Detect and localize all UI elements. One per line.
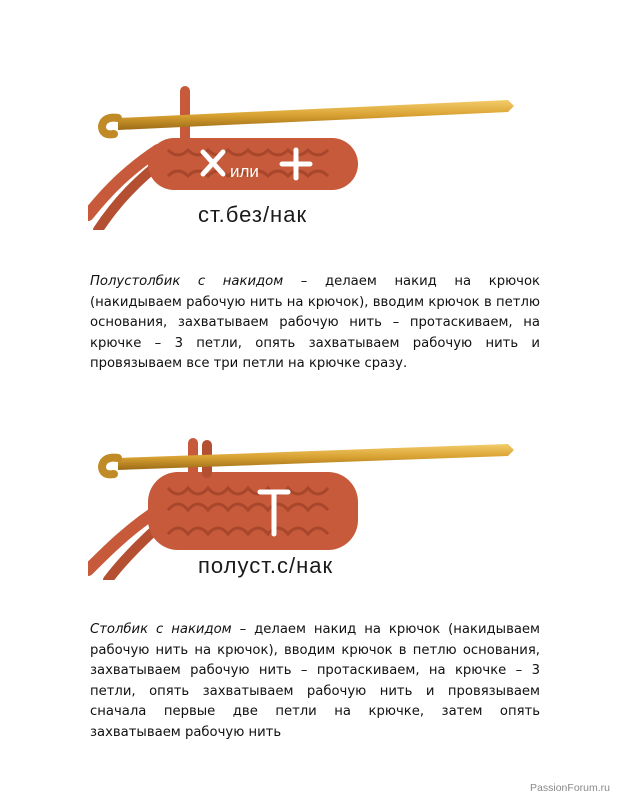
- yarn-row: [148, 472, 358, 550]
- watermark: PassionForum.ru: [530, 782, 610, 794]
- crochet-photo-half-double-crochet: [88, 430, 528, 580]
- crochet-hook: [118, 444, 514, 470]
- paragraph-half-double-crochet: [90, 272, 540, 375]
- crochet-photo-single-crochet: [88, 80, 528, 230]
- crochet-hook: [118, 100, 514, 130]
- symbol-or-label: или: [230, 162, 259, 181]
- figure-caption: ст.без/нак: [198, 202, 308, 227]
- term-double-crochet: Столбик с накидом: [90, 622, 232, 637]
- paragraph-text: – делаем накид на крючок (накидываем рабочую нить на крючок), вводим крючок в петлю основания, захватываем рабочую нить – протаскиваем, на крючке – 3 петли, опять захватываем рабочую нить и провязываем все три петли на крючке сразу.: [90, 274, 540, 371]
- paragraph-double-crochet: [90, 620, 540, 743]
- term-half-double-crochet: Полустолбик с накидом: [90, 274, 284, 289]
- figure-caption: полуст.с/нак: [198, 553, 334, 578]
- paragraph-text: – делаем накид на крючок (накидываем рабочую нить на крючок), вводим крючок в петлю основания, захватываем рабочую нить – протаскиваем, на крючке – 3 петли, опять захватываем рабочую нить и провязываем сначала первые две петли на крючке, затем опять захватываем рабочую нить: [90, 622, 540, 740]
